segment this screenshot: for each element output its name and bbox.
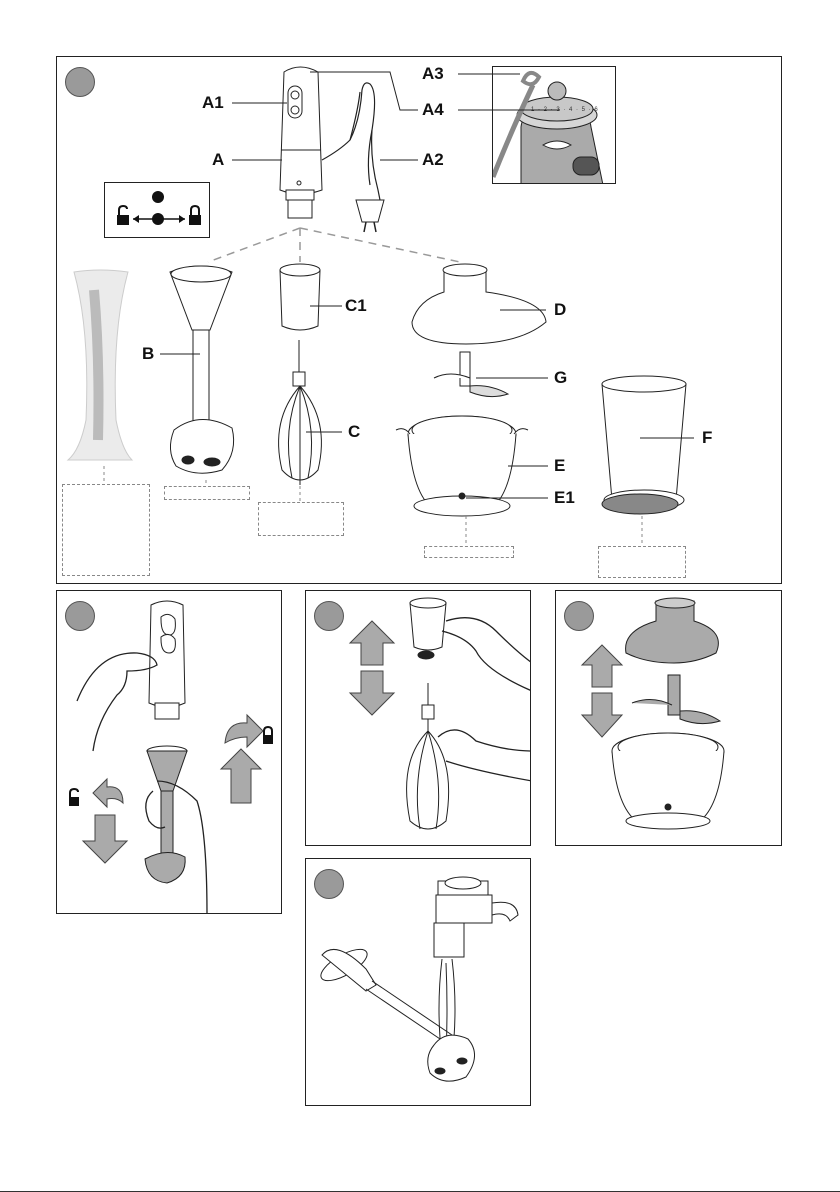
arrow-down-icon	[83, 815, 127, 863]
label-a1: A1	[202, 93, 224, 112]
arrow-down-icon	[582, 693, 622, 737]
chopper-blade	[632, 675, 720, 724]
blender-attachment	[170, 266, 234, 473]
whisk-attachment	[279, 340, 322, 485]
chopper-lid	[626, 598, 719, 663]
note-box-blender	[164, 486, 250, 500]
note-box-chopper	[424, 546, 514, 558]
label-a: A	[212, 150, 225, 169]
panel-attach-whisk	[305, 590, 531, 846]
label-a3: A3	[422, 64, 444, 83]
panel-attach-blender	[56, 590, 282, 914]
label-c: C	[348, 422, 361, 441]
label-c1: C1	[345, 296, 367, 315]
rotate-arrow-icon	[93, 779, 123, 807]
whisk-coupler	[280, 264, 320, 330]
blender-shaft-photo	[68, 270, 132, 460]
arrow-up-icon	[350, 621, 394, 665]
label-b: B	[142, 344, 155, 363]
label-f: F	[702, 428, 713, 447]
arrow-down-icon	[350, 671, 394, 715]
whisk-coupler	[410, 598, 446, 659]
chopper-bowl	[612, 733, 724, 829]
label-e: E	[554, 456, 566, 475]
chopper-lid	[412, 264, 546, 344]
arrow-up-icon	[221, 749, 261, 803]
note-box-b	[62, 484, 150, 576]
arrow-up-icon	[582, 645, 622, 687]
panel-cleaning	[305, 858, 531, 1106]
whisk-attachment	[407, 683, 449, 829]
note-box-beaker	[598, 546, 686, 578]
label-a2: A2	[422, 150, 444, 169]
label-a4: A4	[422, 100, 444, 119]
chopper-blade	[434, 352, 508, 397]
label-e1: E1	[554, 488, 575, 507]
lock-closed-icon	[263, 727, 273, 744]
motor-unit	[280, 67, 322, 218]
note-box-whisk	[258, 502, 344, 536]
lock-open-icon	[69, 789, 79, 806]
label-g: G	[554, 368, 568, 387]
rotate-arrow-icon	[225, 715, 263, 747]
faucet-icon	[434, 877, 518, 957]
blender-attachment	[316, 943, 474, 1081]
panel-assemble-chopper	[555, 590, 782, 846]
measuring-beaker	[602, 376, 686, 514]
dial-marks: 1 · 2 · 3 · 4 · 5 · 6	[531, 107, 599, 113]
blender-attachment	[145, 746, 187, 883]
label-d: D	[554, 300, 567, 319]
